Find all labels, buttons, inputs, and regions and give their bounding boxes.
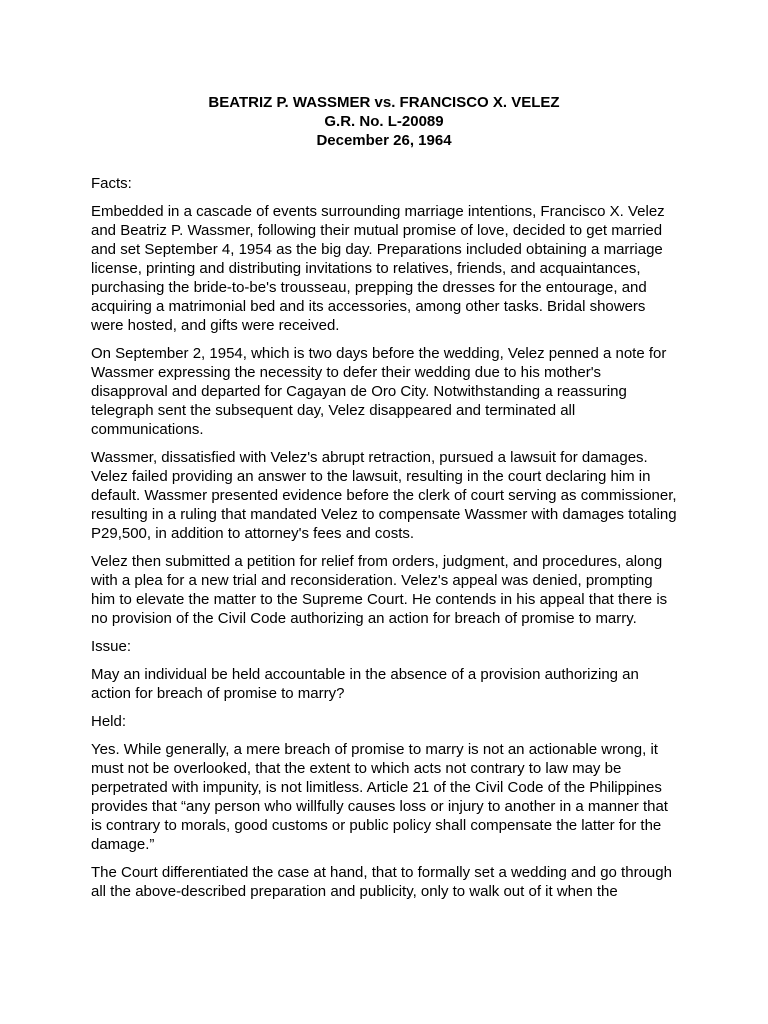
document-header <box>91 93 677 150</box>
document-page <box>91 93 677 910</box>
facts-paragraph: Wassmer, dissatisfied with Velez's abrupt retraction, pursued a lawsuit for damages. Velez failed providing an answer to the lawsuit, resulting in the court declaring him in default. Wassmer presented evidence before the clerk of court serving as commissioner, resulting in a ruling that mandated Velez to compensate Wassmer with damages totaling P29,500, in addition to attorney's fees and costs. <box>91 449 677 542</box>
facts-paragraph: On September 2, 1954, which is two days before the wedding, Velez penned a note for Wassmer expressing the necessity to defer their wedding due to his mother's disapproval and departed for Cagayan de Oro City. Notwithstanding a reassuring telegraph sent the subsequent day, Velez disappeared and terminated all communications. <box>91 345 667 438</box>
case-number: G.R. No. L-20089 <box>324 113 444 130</box>
held-heading: Held: <box>91 713 127 730</box>
facts-paragraph: Velez then submitted a petition for relief from orders, judgment, and procedures, along with a plea for a new trial and reconsideration. Velez's appeal was denied, prompting him to elevate the matter to the Supreme Court. He contends in his appeal that there is no provision of the Civil Code authorizing an action for breach of promise to marry. <box>91 553 668 627</box>
held-paragraph: The Court differentiated the case at hand, that to formally set a wedding and go through all the above-described preparation and publicity, only to walk out of it when the <box>91 864 672 900</box>
issue-heading: Issue: <box>91 638 132 655</box>
issue-paragraph: May an individual be held accountable in the absence of a provision authorizing an action for breach of promise to marry? <box>91 666 639 702</box>
facts-paragraph: Embedded in a cascade of events surrounding marriage intentions, Francisco X. Velez and Beatriz P. Wassmer, following their mutual promise of love, decided to get married and set September 4, 1954 as the big day. Preparations included obtaining a marriage license, printing and distributing invitations to relatives, friends, and acquaintances, purchasing the bride-to-be's trousseau, prepping the dresses for the entourage, and acquiring a matrimonial bed and its accessories, among other tasks. Bridal showers were hosted, and gifts were received. <box>91 203 665 334</box>
held-paragraph: Yes. While generally, a mere breach of promise to marry is not an actionable wrong, it must not be overlooked, that the extent to which acts not contrary to law may be perpetrated with impunity, is not limitless. Article 21 of the Civil Code of the Philippines provides that “any person who willfully causes loss or injury to another in a manner that is contrary to morals, good customs or public policy shall compensate the latter for the damage.” <box>91 741 668 853</box>
case-title: BEATRIZ P. WASSMER vs. FRANCISCO X. VELEZ <box>208 94 560 111</box>
facts-heading: Facts: <box>91 175 132 192</box>
decision-date: December 26, 1964 <box>316 132 452 149</box>
